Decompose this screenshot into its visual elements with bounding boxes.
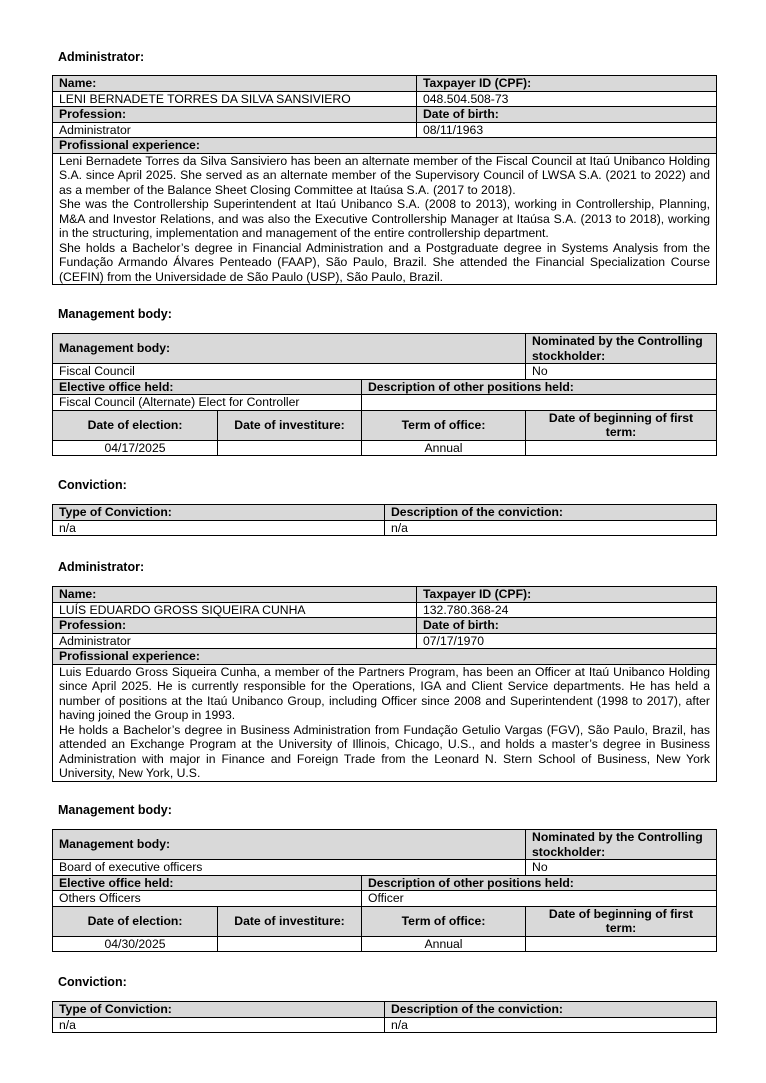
name-value: LENI BERNADETE TORRES DA SILVA SANSIVIERO xyxy=(53,91,417,107)
other-positions-label: Description of other positions held: xyxy=(362,379,717,395)
dob-value: 07/17/1970 xyxy=(417,633,717,649)
conviction-type-value: n/a xyxy=(53,520,385,536)
name-value: LUÍS EDUARDO GROSS SIQUEIRA CUNHA xyxy=(53,602,417,618)
experience-paragraph: He holds a Bachelor’s degree in Business Administration from Fundação Getulio Vargas (FGV), São Paulo, Brazil, has attended an Exchange Program at the University of Illinois, Chicago, U.S., and holds a master’s degree in Business Administration with major in Finance and Foreign Trade from the Leonard N. Stern School of Business, New York University, New York, U.S. xyxy=(59,722,710,780)
experience-text xyxy=(53,664,717,781)
experience-paragraph: Leni Bernadete Torres da Silva Sansiviero has been an alternate member of the Fiscal Council at Itaú Unibanco Holding S.A. since April 2025. She served as an alternate member of the Supervisory Council of LWSA S.A. (2021 to 2022) and as a member of the Balance Sheet Closing Committee at Itaúsa S.A. (2017 to 2018). xyxy=(59,153,710,197)
conviction-table xyxy=(52,504,717,536)
experience-paragraph: She holds a Bachelor’s degree in Financial Administration and a Postgraduate degree in Systems Analysis from the Fundação Armando Álvares Penteado (FAAP), São Paulo, Brazil. She attended the Financial Specialization Course (CEFIN) from the Universidade de São Paulo (USP), São Paulo, Brazil. xyxy=(59,240,710,284)
management-body-table xyxy=(52,829,717,952)
other-positions-value xyxy=(362,395,717,411)
conviction-description-label: Description of the conviction: xyxy=(385,505,717,521)
profession-label: Profession: xyxy=(53,107,417,123)
elective-office-value: Fiscal Council (Alternate) Elect for Controller xyxy=(53,395,362,411)
name-label: Name: xyxy=(53,587,417,603)
date-of-election-value: 04/30/2025 xyxy=(53,936,218,952)
date-of-investiture-value xyxy=(218,440,362,456)
nominated-value: No xyxy=(526,860,717,876)
taxpayer-value: 132.780.368-24 xyxy=(417,602,717,618)
conviction-description-label: Description of the conviction: xyxy=(385,1002,717,1018)
conviction-heading: Conviction: xyxy=(58,975,127,989)
other-positions-value: Officer xyxy=(362,891,717,907)
elective-office-label: Elective office held: xyxy=(53,379,362,395)
experience-text xyxy=(53,153,717,285)
administrator-heading: Administrator: xyxy=(58,560,145,574)
experience-label: Profissional experience: xyxy=(53,138,717,154)
nominated-label: Nominated by the Controlling stockholder: xyxy=(526,830,717,860)
profession-value: Administrator xyxy=(53,633,417,649)
other-positions-label: Description of other positions held: xyxy=(362,875,717,891)
administrator-table xyxy=(52,586,717,782)
elective-office-value: Others Officers xyxy=(53,891,362,907)
management-body-label: Management body: xyxy=(53,334,526,364)
date-of-election-label: Date of election: xyxy=(53,410,218,440)
conviction-description-value: n/a xyxy=(385,1017,717,1033)
administrator-table xyxy=(52,75,717,285)
date-of-election-label: Date of election: xyxy=(53,906,218,936)
profession-label: Profession: xyxy=(53,618,417,634)
management-body-label: Management body: xyxy=(53,830,526,860)
dob-label: Date of birth: xyxy=(417,618,717,634)
taxpayer-label: Taxpayer ID (CPF): xyxy=(417,587,717,603)
profession-value: Administrator xyxy=(53,122,417,138)
name-label: Name: xyxy=(53,76,417,92)
administrator-heading: Administrator: xyxy=(58,50,145,64)
dob-label: Date of birth: xyxy=(417,107,717,123)
taxpayer-value: 048.504.508-73 xyxy=(417,91,717,107)
first-term-value xyxy=(526,440,717,456)
conviction-table xyxy=(52,1001,717,1033)
experience-paragraph: Luis Eduardo Gross Siqueira Cunha, a member of the Partners Program, has been an Officer at Itaú Unibanco Holding since April 2025. He is currently responsible for the Operations, IGA and Client Service departments. He has held a number of positions at the Itaú Unibanco Group, including Officer since 2008 and Superintendent (1998 to 2017), after having joined the Group in 1993. xyxy=(59,664,710,722)
term-of-office-value: Annual xyxy=(362,936,526,952)
term-of-office-label: Term of office: xyxy=(362,410,526,440)
conviction-type-label: Type of Conviction: xyxy=(53,505,385,521)
nominated-label: Nominated by the Controlling stockholder: xyxy=(526,334,717,364)
elective-office-label: Elective office held: xyxy=(53,875,362,891)
nominated-value: No xyxy=(526,364,717,380)
term-of-office-value: Annual xyxy=(362,440,526,456)
date-of-investiture-label: Date of investiture: xyxy=(218,906,362,936)
conviction-description-value: n/a xyxy=(385,520,717,536)
first-term-label: Date of beginning of first term: xyxy=(526,410,717,440)
conviction-type-label: Type of Conviction: xyxy=(53,1002,385,1018)
date-of-investiture-label: Date of investiture: xyxy=(218,410,362,440)
taxpayer-label: Taxpayer ID (CPF): xyxy=(417,76,717,92)
management-body-table xyxy=(52,333,717,456)
date-of-investiture-value xyxy=(218,936,362,952)
date-of-election-value: 04/17/2025 xyxy=(53,440,218,456)
management-body-heading: Management body: xyxy=(58,803,172,817)
term-of-office-label: Term of office: xyxy=(362,906,526,936)
management-body-heading: Management body: xyxy=(58,307,172,321)
first-term-value xyxy=(526,936,717,952)
experience-label: Profissional experience: xyxy=(53,649,717,665)
conviction-heading: Conviction: xyxy=(58,478,127,492)
management-body-value: Fiscal Council xyxy=(53,364,526,380)
conviction-type-value: n/a xyxy=(53,1017,385,1033)
dob-value: 08/11/1963 xyxy=(417,122,717,138)
first-term-label: Date of beginning of first term: xyxy=(526,906,717,936)
experience-paragraph: She was the Controllership Superintendent at Itaú Unibanco S.A. (2008 to 2013), working in Controllership, Planning, M&A and Investor Relations, and was also the Executive Controllership Manager at Itaúsa S.A. (2013 to 2018), working in the structuring, implementation and management of the entire controllership department. xyxy=(59,197,710,240)
management-body-value: Board of executive officers xyxy=(53,860,526,876)
